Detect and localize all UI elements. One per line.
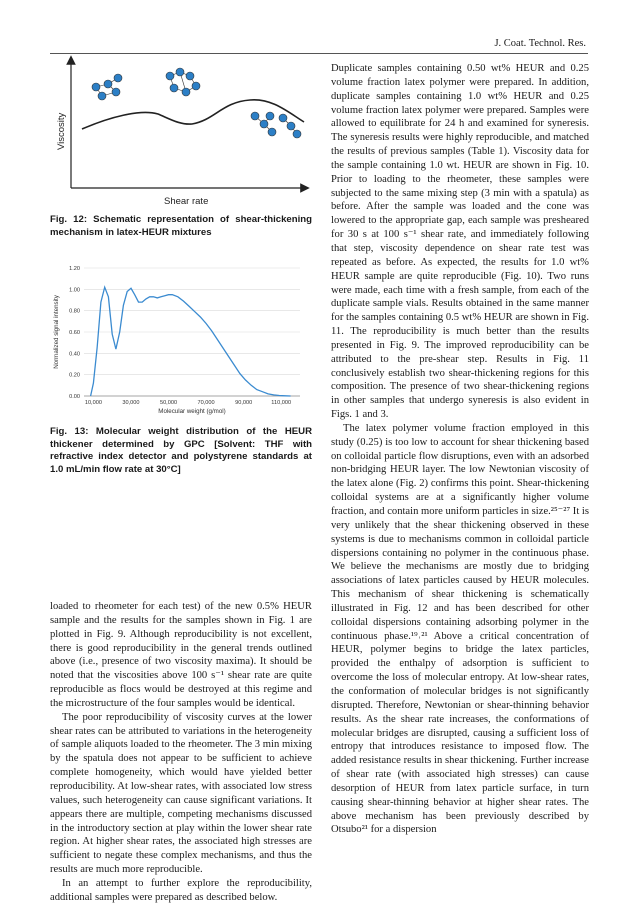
- figure-12-schematic: [50, 54, 312, 209]
- y-tick-label: 0.40: [69, 351, 80, 358]
- fig12-y-label: Viscosity: [56, 112, 67, 150]
- x-tick-label: 50,000: [159, 400, 178, 406]
- fig12-particle-cluster-1: [92, 74, 122, 100]
- fig12-particle-cluster-2: [166, 68, 200, 96]
- left-column-text: [50, 600, 312, 905]
- figure-12-caption: Fig. 12: Schematic representation of shear-thickening mechanism in latex-HEUR mixtures: [50, 214, 312, 238]
- series-line-heur: [91, 287, 291, 396]
- fig12-particle-cluster-3: [251, 112, 276, 136]
- left-paragraph-3: In an attempt to further explore the reproducibility, additional samples were prepared as described below.: [50, 877, 312, 903]
- y-tick-label: 1.20: [69, 266, 80, 272]
- y-tick-label: 0.20: [69, 372, 80, 379]
- fig12-x-label: Shear rate: [164, 196, 209, 207]
- x-tick-label: 70,000: [197, 400, 215, 406]
- figure-13-chart: [50, 258, 312, 416]
- x-tick-label: 30,000: [122, 400, 140, 406]
- y-tick-label: 1.00: [69, 287, 80, 294]
- figure-13-caption: Fig. 13: Molecular weight distribution of the HEUR thickener determined by GPC [Solvent: THF with refractive index detector and polystyrene standards at 1.0 mL/min flow rate at 30°C]: [50, 426, 312, 475]
- right-paragraph-1: Duplicate samples containing 0.50 wt% HEUR and 0.25 volume fraction latex polymer were prepared. In addition, duplicate samples containing 1.0 wt% HEUR and 0.25 volume fraction latex polymer were prepared. Samples were allowed to equilibrate for 24 h and examined for syneresis. The syneresis results were highly reproducible, and matched the results of previous samples (Table 1). Viscosity data for the sample containing 1.0 wt. HEUR are shown in Fig. 10. Prior to loading to the rheometer, these samples were subjected to the same mixing step (3 min with a spatula) as before. After the sample was loaded and the cone was lowered to the appropriate gap, each sample was presheared for 30 s at 100 s⁻¹ shear rate, and immediately following that step, viscosity dependence on shear rate test was repeated as before. As expected, the results for 1.0 wt% HEUR sample are quite reproducible (Fig. 10). Two runs were made, each time with a fresh sample, from each of the duplicate sample vials. Results obtained in the same manner for the samples containing 0.5 wt% HEUR are shown in Fig. 11. The reproducibility is much better than the results presented in Fig. 9. The improved reproducibility can be attributed to the pre-shear step. Results in Fig. 11 conclusively establish two shear-thickening regions for this composition. The presence of two shear-thickening regions in other samples that undergo syneresis is also evident in Figs. 1 and 3.: [331, 63, 589, 421]
- x-axis-title: Molecular weight (g/mol): [158, 408, 226, 415]
- y-tick-label: 0.80: [69, 308, 80, 315]
- running-header: J. Coat. Technol. Res.: [494, 38, 586, 49]
- right-column-text: [331, 62, 589, 837]
- right-paragraph-2: The latex polymer volume fraction employed in this study (0.25) is too low to account for shear thickening based on colloidal particle flow disruptions, even with an adsorbed non-bridging HEUR layer. The low Newtonian viscosity of the latex alone (Fig. 2) confirms this point. Shear-thickening colloidal systems are at a significantly higher volume fraction, and contain more uniform particles in size.²⁵⁻²⁷ It is very unlikely that the shear thickening observed in these systems is due to mechanisms common in colloidal particle dispersions containing no polymer in the continuous phase. We believe the mechanisms are mostly due to bridging associations of latex particles caused by HEUR molecules. This mechanism of shear thickening is schematically illustrated in Fig. 12 and has been described for other colloidal dispersions containing adsorbing polymer in the continuous phase.¹⁹˒²¹ Above a critical concentration of HEUR, polymer begins to bridge the latex particles, provided the enthalpy of adsorption is sufficient to overcome the loss of molecular entropy. At low-shear rates, the conformation of molecular bridges is not significantly disrupted. Therefore, Newtonian or shear-thinning behavior results. As the shear rate increases, the conformations of molecular bridges are disrupted, causing a sufficient loss of entropy that introduces resistance to imposed flow. The added resistance results in shear thickening. Further increase of shear rate (with associated high stresses) can cause desorption of HEUR from latex particle surface, in turn causing shear-thinning behavior at higher shear rates. The above mechanism has been previously described by Otsubo²¹ for a dispersion: [331, 422, 589, 836]
- x-tick-label: 110,000: [271, 400, 292, 406]
- left-paragraph-2: The poor reproducibility of viscosity curves at the lower shear rates can be attributed to variations in the heterogeneity of sample aliquots loaded to the rheometer. The 3 min mixing by the spatula does not appear to be sufficient to achieve complete homogeneity, which would have yielded better reproducibility. At low-shear rates, with associated low stress values, such heterogeneity can cause significant variations. It appears there are multiple, competing mechanisms discussed in the introductory section at play within the lower shear rate region. At higher shear rates, the associated high stresses are sufficient to negate these complex mechanisms, and thus the results are much more reproducible.: [50, 711, 312, 876]
- y-tick-label: 0.60: [69, 330, 80, 336]
- x-tick-label: 90,000: [235, 400, 253, 406]
- left-paragraph-1: loaded to rheometer for each test) of the new 0.5% HEUR sample and the results for the samples shown in Fig. 1 are plotted in Fig. 9. Although reproducibility is not excellent, there is good reproducibility in the general trends outlined above (i.e., presence of two viscosity maxima). It should be noted that the viscosities above 100 s⁻¹ shear rate are quite reproducible as flocs would be destroyed at this regime and the microstructure of the four samples would be identical.: [50, 601, 312, 709]
- y-axis-title: Normalized signal intensity: [53, 295, 60, 369]
- y-tick-label: 0.00: [69, 394, 80, 400]
- x-tick-label: 10,000: [84, 400, 102, 406]
